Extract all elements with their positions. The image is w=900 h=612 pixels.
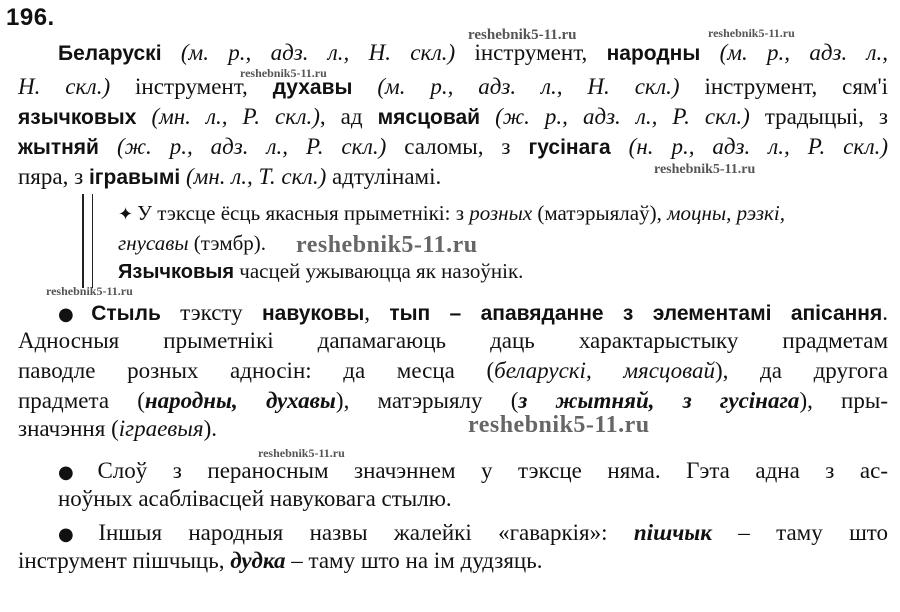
- text: гнусавы: [118, 231, 189, 255]
- adjective: духавы: [272, 76, 353, 99]
- text: навуковы: [261, 302, 365, 325]
- paragraph2-line5: [18, 414, 888, 444]
- text: Стыль: [91, 302, 161, 325]
- four-pointed-star-icon: ✦: [118, 204, 134, 225]
- grammar-info: (ж. р., адз. л., Р. скл.): [116, 134, 387, 159]
- text: ), пры-: [799, 388, 888, 413]
- grammar-info: (мн. л., Т. скл.): [186, 164, 327, 189]
- grammar-info: Н. скл.): [18, 74, 111, 99]
- watermark: reshebnik5-11.ru: [240, 66, 327, 80]
- watermark: reshebnik5-11.ru: [258, 446, 345, 460]
- text: (тэмбр).: [193, 231, 267, 255]
- text: традыцыі, з: [764, 104, 889, 129]
- text: – таму што на ім дудзяць.: [291, 548, 543, 573]
- paragraph1-line3: [18, 102, 888, 133]
- paragraph3-line2: [58, 484, 900, 514]
- paragraph2-line4: [18, 386, 888, 416]
- text: (матэрыялаў),: [537, 201, 662, 225]
- text: з жытняй, з гусінага: [518, 388, 800, 413]
- text: – таму што: [738, 520, 889, 545]
- text: адтулінамі.: [332, 164, 442, 189]
- grammar-info: (м. р., адз. л., Н. скл.): [180, 40, 456, 65]
- text: ), матэрыялу (: [335, 388, 519, 413]
- watermark: reshebnik5-11.ru: [296, 232, 478, 258]
- text: інструмент, сям'і: [704, 74, 889, 99]
- watermark: reshebnik5-11.ru: [468, 412, 650, 438]
- adjective: гусінага: [528, 136, 611, 159]
- adjective: ігравымі: [88, 166, 181, 189]
- text: дудка: [230, 548, 286, 573]
- text: часцей ужываюцца як назоўнік.: [239, 259, 524, 283]
- text: У тэксце ёсць якасныя прыметнікі: з: [137, 201, 465, 225]
- text: .: [882, 300, 888, 325]
- bullet-icon: ●: [58, 304, 88, 325]
- bullet-icon: ●: [58, 524, 95, 545]
- text: пішчык: [633, 520, 712, 545]
- text: саломы, з: [404, 134, 511, 159]
- watermark: reshebnik5-11.ru: [654, 162, 756, 177]
- text: ).: [203, 416, 217, 441]
- text: пяра, з: [18, 164, 84, 189]
- text: народны, духавы: [144, 388, 336, 413]
- paragraph2-line2: [18, 326, 888, 356]
- note-line3: [118, 256, 888, 287]
- paragraph1-line1: [58, 38, 888, 69]
- text: інструмент,: [474, 40, 588, 65]
- text: тэксту: [180, 300, 243, 325]
- paragraph2-line3: [18, 356, 888, 386]
- text: беларускі, мясцовай: [494, 358, 716, 383]
- watermark: reshebnik5-11.ru: [468, 27, 577, 43]
- text: розных: [469, 201, 533, 225]
- note-line2: [118, 228, 888, 258]
- note-line1: [118, 198, 888, 230]
- grammar-info: (ж. р., адз. л., Р. скл.): [495, 104, 750, 129]
- text: прадмета (: [18, 388, 145, 413]
- grammar-info: (мн. л., Р. скл.): [151, 104, 320, 129]
- adjective: народны: [606, 42, 701, 65]
- text: паводле розных адносін: да месца (: [18, 358, 495, 383]
- text: тып – апавяданне з элементамі апісання: [389, 302, 883, 325]
- grammar-info: (м. р., адз. л., Н. скл.): [377, 74, 680, 99]
- note-margin-bar: [82, 194, 93, 288]
- text: інструмент,: [135, 74, 248, 99]
- text: Язычковыя: [118, 261, 235, 283]
- text: ,: [364, 300, 371, 325]
- bullet-icon: ●: [58, 462, 94, 483]
- grammar-info: (н. р., адз. л., Р. скл.): [628, 134, 889, 159]
- text: Іншыя народныя назвы жалейкі «гаваркія»:: [98, 520, 608, 545]
- text: ), да другога: [715, 358, 888, 383]
- text: Адносныя прыметнікі дапамагаюць даць характарыстыку прадметам: [18, 328, 888, 353]
- text: значэння (: [18, 416, 119, 441]
- watermark: reshebnik5-11.ru: [46, 284, 133, 298]
- adjective: мясцовай: [377, 106, 481, 129]
- text: , ад: [319, 104, 363, 129]
- exercise-number: 196.: [6, 4, 55, 31]
- text: іграевыя: [118, 416, 204, 441]
- paragraph1-line2: [18, 72, 888, 103]
- text: ноўных асаблівасцей навуковага стылю.: [58, 486, 452, 511]
- adjective: Беларускі: [58, 42, 162, 65]
- text: моцны, рэзкі,: [667, 201, 785, 225]
- text: інструмент пішчыць,: [18, 548, 225, 573]
- paragraph4-line2: [18, 546, 888, 576]
- text: Слоў з пераносным значэннем у тэксце няма. Гэта адна з ас-: [97, 458, 888, 483]
- adjective: жытняй: [18, 136, 99, 159]
- adjective: язычковых: [18, 106, 137, 129]
- watermark: reshebnik5-11.ru: [708, 26, 795, 40]
- grammar-info: (м. р., адз. л.,: [719, 40, 889, 65]
- paragraph1-line4: [18, 132, 888, 163]
- paragraph1-line5: [18, 162, 888, 193]
